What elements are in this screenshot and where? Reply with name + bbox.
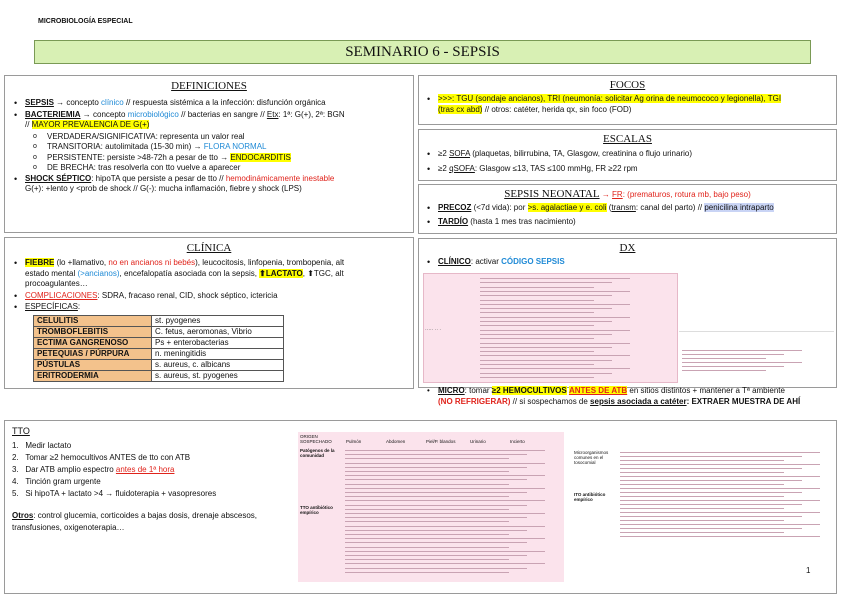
illegible-text-line (620, 456, 802, 457)
illegible-text-line (345, 505, 527, 506)
illegible-text-line (682, 350, 802, 351)
dx-title: DX (619, 242, 636, 254)
title-banner (34, 40, 811, 64)
illegible-text-line (480, 355, 630, 356)
illegible-text-line (480, 282, 612, 283)
especificas-lesion: CELULITIS (34, 315, 152, 326)
illegible-text-line (620, 528, 802, 529)
illegible-text-line (345, 450, 545, 451)
illegible-text-line (345, 463, 545, 464)
shock-def: • SHOCK SÉPTICO: hipoTA que persiste a pesar de tto // hemodinámicamente inestable G(+): +lento y <prob de shock // G(-): mucha inflamación, fiebre y shock (LPS) (11, 174, 407, 195)
illegible-text-line (480, 330, 630, 331)
illegible-text-line (620, 500, 820, 501)
especificas-lesion: PÚSTULAS (34, 359, 152, 370)
illegible-text-line (345, 475, 545, 476)
illegible-text-line (682, 362, 802, 363)
clinica-box (4, 237, 414, 389)
illegible-text-line (682, 358, 766, 359)
illegible-text-line (480, 351, 594, 352)
illegible-text-line (480, 373, 612, 374)
illegible-text-line (620, 532, 784, 533)
illegible-text-line (682, 370, 766, 371)
especificas-row (34, 315, 284, 326)
illegible-text-line (620, 512, 820, 513)
illegible-text-line (345, 471, 509, 472)
illegible-text-line (480, 300, 594, 301)
course-name: MICROBIOLOGÍA ESPECIAL (38, 18, 133, 25)
illegible-text-line (345, 563, 545, 564)
illegible-text-line (480, 360, 612, 361)
dx-side-notes (679, 331, 834, 383)
illegible-text-line (682, 366, 784, 367)
tto-table-headers: ORIGEN SOSPECHADO Pulmón Abdomen Piel/P. blandos Urinario Incierto (300, 434, 525, 444)
illegible-text-line (345, 559, 509, 560)
illegible-text-line (345, 496, 509, 497)
definiciones-title: DEFINICIONES (171, 80, 247, 92)
tto-otros: Otros: control glucemia, corticoides a bajas dosis, drenaje abscesos, transfusiones, oxigenoterapia… (12, 511, 258, 532)
illegible-text-line (480, 278, 630, 279)
illegible-text-line (620, 484, 784, 485)
tto-row2-label: TTO antibiótico empírico (300, 505, 333, 515)
especificas-agent: C. fetus, aeromonas, Vibrio (152, 326, 284, 337)
illegible-text-line (345, 521, 509, 522)
especificas-agent: s. aureus, c. albicans (152, 359, 284, 370)
illegible-text-line (345, 492, 527, 493)
tto-step-3: 3. Dar ATB amplio espectro antes de 1ª hora (12, 465, 175, 474)
complicaciones-item: • COMPLICACIONES: SDRA, fracaso renal, CID, shock séptico, ictericia (11, 291, 407, 302)
page-number: 1 (806, 566, 811, 575)
qsofa-item: • ≥2 qSOFA: Glasgow ≤13, TAS ≤100 mmHg, FR ≥22 rpm (424, 164, 831, 175)
especificas-agent: n. meningitidis (152, 348, 284, 359)
tto-step-2: 2. Tomar ≥2 hemocultivos ANTES de tto con ATB (12, 453, 191, 462)
dx-embedded-table (423, 273, 678, 383)
sepsis-def: • SEPSIS → concepto clínico // respuesta sistémica a la infección: disfunción orgánica (11, 98, 407, 109)
illegible-text-line (620, 452, 820, 453)
especificas-lesion: TROMBOFLEBITIS (34, 326, 152, 337)
bact-persistente: o PERSISTENTE: persiste >48-72h a pesar de tto → ENDOCARDITIS (33, 153, 407, 164)
illegible-text-line (620, 480, 802, 481)
dx-tiny-label: ····· ·· · (425, 327, 442, 333)
especificas-lesion: ERITRODERMIA (34, 370, 152, 381)
illegible-text-line (620, 460, 784, 461)
illegible-text-line (480, 334, 612, 335)
fiebre-item: • FIEBRE (lo +llamativo, no en ancianos ni bebés), leucocitosis, linfopenia, trombopenia, alt estado mental (>ancianos), encefalopatía asociada con la sepsis, ⬆LACTATO, ⬆TGC, alt procoagulantes… (11, 258, 407, 290)
illegible-text-line (345, 517, 527, 518)
clinica-title: CLÍNICA (186, 242, 232, 254)
illegible-text-line (345, 542, 527, 543)
illegible-text-line (345, 534, 509, 535)
especificas-row (34, 326, 284, 337)
especificas-row (34, 370, 284, 381)
illegible-text-line (345, 500, 545, 501)
illegible-text-line (480, 304, 630, 305)
bact-verdadera: o VERDADERA/SIGNIFICATIVA: representa un valor real (33, 132, 407, 143)
illegible-text-line (345, 488, 545, 489)
illegible-text-line (480, 377, 594, 378)
illegible-text-line (480, 347, 612, 348)
illegible-text-line (620, 516, 802, 517)
especificas-agent: st. pyogenes (152, 315, 284, 326)
especificas-row (34, 348, 284, 359)
illegible-text-line (620, 472, 784, 473)
illegible-text-line (345, 530, 527, 531)
illegible-text-line (620, 464, 820, 465)
illegible-text-line (345, 555, 527, 556)
illegible-text-line (480, 368, 630, 369)
neonatal-tardio: • TARDÍO (hasta 1 mes tras nacimiento) (424, 217, 831, 228)
especificas-table (33, 315, 284, 382)
illegible-text-line (345, 547, 509, 548)
illegible-text-line (620, 476, 820, 477)
illegible-text-line (345, 479, 527, 480)
illegible-text-line (345, 551, 545, 552)
illegible-text-line (480, 295, 612, 296)
bact-brecha: o DE BRECHA: tras resolverla con tto vuelve a aparecer (33, 163, 407, 174)
tto-step-4: 4. Tinción gram urgente (12, 477, 101, 486)
illegible-text-line (345, 538, 545, 539)
neonatal-box (418, 184, 837, 234)
tto-step-5: 5. Si hipoTA + lactato >4 → fluidoterapia + vasopresores (12, 489, 217, 498)
definiciones-box (4, 75, 414, 233)
tto-right-label2: ITO antibiótico empírico (574, 492, 606, 502)
illegible-text-line (480, 343, 630, 344)
illegible-text-line (480, 312, 594, 313)
illegible-text-line (345, 526, 545, 527)
illegible-text-line (480, 317, 630, 318)
bact-transitoria: o TRANSITORIA: autolimitada (15-30 min) → FLORA NORMAL (33, 142, 407, 153)
illegible-text-line (345, 458, 509, 459)
neonatal-header: SEPSIS NEONATAL → FR: (prematuros, rotura mb, bajo peso) (504, 188, 751, 200)
illegible-text-line (620, 468, 802, 469)
illegible-text-line (480, 291, 630, 292)
especificas-agent: s. aureus, st. pyogenes (152, 370, 284, 381)
illegible-text-line (480, 338, 594, 339)
illegible-text-line (620, 488, 820, 489)
illegible-text-line (620, 496, 784, 497)
tto-step-1: 1. Medir lactato (12, 441, 72, 450)
focos-item: • >>>: TGU (sondaje ancianos), TRI (neumonía: solicitar Ag orina de neumococo y legionella), TGI (tras cx abd) // otros: catéter, herida qx, sin foco (FOD) (424, 94, 831, 115)
illegible-text-line (620, 524, 820, 525)
especificas-lesion: PETEQUIAS / PÚRPURA (34, 348, 152, 359)
focos-box (418, 75, 837, 125)
dx-clinico: • CLÍNICO: activar CÓDIGO SEPSIS (424, 257, 831, 268)
especificas-lesion: ECTIMA GANGRENOSO (34, 337, 152, 348)
neonatal-precoz: • PRECOZ (<7d vida): por >s. agalactiae y e. coli (transm: canal del parto) // penicilina intraparto (424, 203, 831, 214)
illegible-text-line (345, 467, 527, 468)
tto-row1-label: Patógenos de la comunidad (300, 448, 335, 458)
dx-micro: • MICRO: tomar ≥2 HEMOCULTIVOS ANTES DE ATB en sitios distintos + mantener a Tª ambiente (NO REFRIGERAR) // si sospechamos de sepsis asociada a catéter: EXTRAER MUESTRA DE AHÍ (427, 386, 801, 406)
illegible-text-line (480, 325, 594, 326)
tto-right-label1: Microorganismos comunes en el tosocomial (574, 450, 609, 465)
illegible-text-line (345, 572, 509, 573)
escalas-box (418, 129, 837, 181)
tto-title: TTO (12, 426, 30, 436)
illegible-text-line (620, 508, 784, 509)
illegible-text-line (345, 484, 509, 485)
illegible-text-line (345, 568, 527, 569)
sofa-item: • ≥2 SOFA (plaquetas, bilirrubina, TA, Glasgow, creatinina o flujo urinario) (424, 149, 831, 160)
illegible-text-line (345, 454, 527, 455)
illegible-text-line (480, 321, 612, 322)
illegible-text-line (345, 513, 545, 514)
illegible-text-line (620, 536, 820, 537)
illegible-text-line (480, 287, 594, 288)
especificas-item: • ESPECÍFICAS: (11, 302, 407, 313)
illegible-text-line (620, 520, 784, 521)
especificas-row (34, 359, 284, 370)
focos-title: FOCOS (609, 79, 646, 91)
page-title: SEMINARIO 6 - SEPSIS (345, 44, 500, 60)
illegible-text-line (480, 308, 612, 309)
tto-section (12, 426, 292, 534)
especificas-row (34, 337, 284, 348)
illegible-text-line (480, 364, 594, 365)
illegible-text-line (345, 509, 509, 510)
illegible-text-line (620, 492, 802, 493)
bacteriemia-def: • BACTERIEMIA → concepto microbiológico // bacterias en sangre // Etx: 1ª: G(+), 2ª: BGN // MAYOR PREVALENCIA DE G(+) (11, 110, 407, 131)
illegible-text-line (682, 354, 784, 355)
illegible-text-line (620, 504, 802, 505)
especificas-agent: Ps + enterobacterias (152, 337, 284, 348)
escalas-title: ESCALAS (603, 133, 652, 145)
